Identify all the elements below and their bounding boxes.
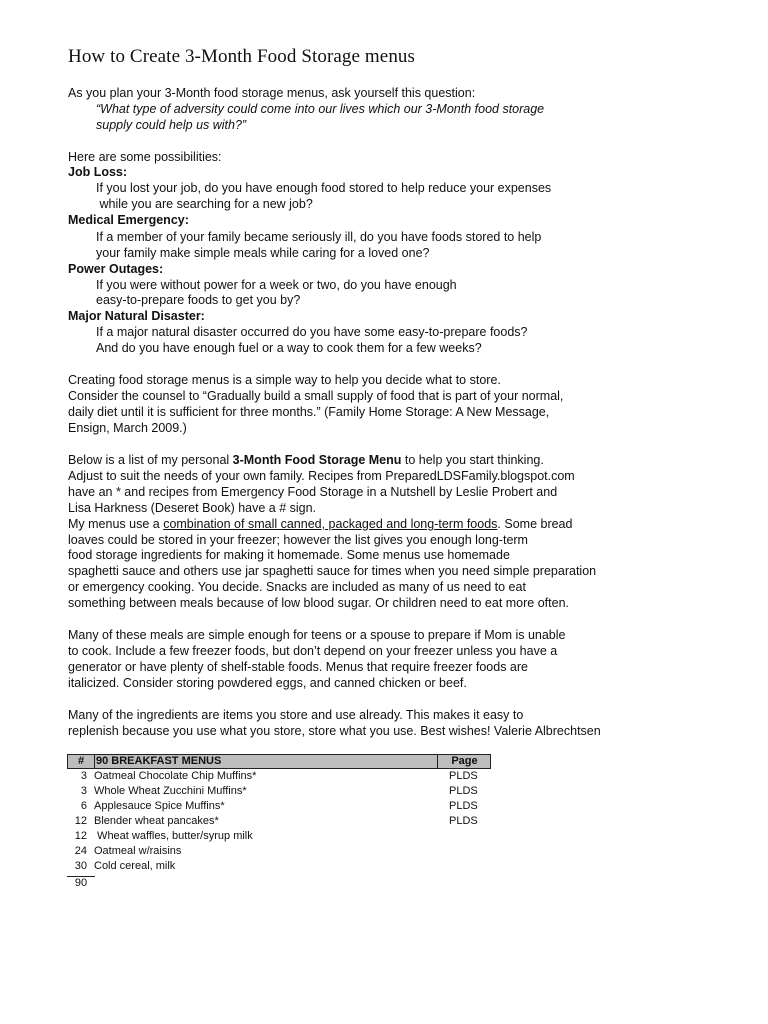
row-page: PLDS (449, 785, 478, 797)
row-count: 24 (74, 845, 87, 857)
menu-combination-tail: . Some bread (497, 517, 573, 531)
header-menu: 90 BREAKFAST MENUS (95, 755, 438, 768)
menu-para-line-2: Adjust to suit the needs of your own family. Recipes from PreparedLDSFamily.blogspot.com (68, 469, 575, 483)
counsel-line-2: Consider the counsel to “Gradually build a small supply of food that is part of your normal, (68, 389, 564, 403)
table-row (67, 799, 491, 814)
heading-power-outages: Power Outages: (68, 262, 164, 276)
teens-line-2: to cook. Include a few freezer foods, but don’t depend on your freezer unless you have a (68, 644, 558, 658)
row-count: 12 (74, 815, 87, 827)
menu-para-line-4: Lisa Harkness (Deseret Book) have a # sign. (68, 501, 317, 515)
table-row (67, 829, 491, 844)
menu-combination-underlined: combination of small canned, packaged and long-term foods (163, 517, 498, 531)
table-row (67, 769, 491, 784)
table-row (67, 844, 491, 859)
counsel-line-1: Creating food storage menus is a simple way to help you decide what to store. (68, 373, 501, 387)
menu-intro-tail: to help you start thinking. (401, 453, 544, 467)
medical-line-1: If a member of your family became seriously ill, do you have foods stored to help (96, 230, 542, 244)
counsel-line-4: Ensign, March 2009.) (68, 421, 187, 435)
menu-para-line-9: or emergency cooking. You decide. Snacks are included as many of us need to eat (68, 580, 526, 594)
intro-line: As you plan your 3-Month food storage menus, ask yourself this question: (68, 86, 476, 100)
row-page: PLDS (449, 800, 478, 812)
row-count: 12 (74, 830, 87, 842)
menu-para-line-3: have an * and recipes from Emergency Food Storage in a Nutshell by Leslie Probert and (68, 485, 558, 499)
counsel-line-3: daily diet until it is sufficient for three months.” (Family Home Storage: A New Message, (68, 405, 550, 419)
row-menu: Cold cereal, milk (94, 860, 176, 872)
medical-line-2: your family make simple meals while caring for a loved one? (96, 246, 430, 260)
table-row (67, 814, 491, 829)
intro-quote-line-1: “What type of adversity could come into our lives which our 3-Month food storage (96, 102, 545, 116)
disaster-line-2: And do you have enough fuel or a way to cook them for a few weeks? (96, 341, 482, 355)
row-count: 30 (74, 860, 87, 872)
row-menu: Oatmeal Chocolate Chip Muffins* (94, 770, 257, 782)
page-title: How to Create 3-Month Food Storage menus (68, 46, 416, 67)
menu-para-line-8: spaghetti sauce and others use jar spaghetti sauce for times when you need simple preparation (68, 564, 597, 578)
teens-line-1: Many of these meals are simple enough for teens or a spouse to prepare if Mom is unable (68, 628, 566, 642)
menu-combination-lead: My menus use a (68, 517, 164, 531)
header-page: Page (451, 755, 478, 767)
table-total: 90 (67, 876, 95, 890)
power-line-1: If you were without power for a week or two, do you have enough (96, 278, 457, 292)
menu-para-line-5 (68, 516, 572, 532)
row-page: PLDS (449, 770, 478, 782)
closing-line-2: replenish because you use what you store, store what you use. Best wishes! Valerie Albrechtsen (68, 724, 601, 738)
table-header-row (67, 754, 491, 769)
power-line-2: easy-to-prepare foods to get you by? (96, 293, 301, 307)
row-count: 3 (80, 785, 87, 797)
disaster-line-1: If a major natural disaster occurred do you have some easy-to-prepare foods? (96, 325, 528, 339)
menu-para-line-1 (68, 452, 544, 468)
row-count: 3 (80, 770, 87, 782)
table-row (67, 784, 491, 799)
row-menu: Wheat waffles, butter/syrup milk (94, 830, 253, 842)
menu-title-emphasis: 3-Month Food Storage Menu (232, 453, 402, 467)
row-count: 6 (80, 800, 87, 812)
possibilities-lead: Here are some possibilities: (68, 150, 222, 164)
menu-para-line-6: loaves could be stored in your freezer; however the list gives you enough long-term (68, 533, 528, 547)
closing-line-1: Many of the ingredients are items you store and use already. This makes it easy to (68, 708, 524, 722)
row-menu: Applesauce Spice Muffins* (94, 800, 225, 812)
menu-para-line-10: something between meals because of low blood sugar. Or children need to eat more often. (68, 596, 569, 610)
table-row (67, 859, 491, 874)
menu-intro-text: Below is a list of my personal (68, 453, 233, 467)
header-number: # (68, 755, 95, 768)
job-loss-line-2: while you are searching for a new job? (96, 197, 313, 211)
row-menu: Whole Wheat Zucchini Muffins* (94, 785, 247, 797)
heading-natural-disaster: Major Natural Disaster: (68, 309, 205, 323)
row-page: PLDS (449, 815, 478, 827)
job-loss-line-1: If you lost your job, do you have enough food stored to help reduce your expenses (96, 181, 552, 195)
intro-quote-line-2: supply could help us with?” (96, 118, 247, 132)
row-menu: Blender wheat pancakes* (94, 815, 219, 827)
teens-line-4: italicized. Consider storing powdered eggs, and canned chicken or beef. (68, 676, 467, 690)
heading-job-loss: Job Loss: (68, 165, 128, 179)
menu-para-line-7: food storage ingredients for making it homemade. Some menus use homemade (68, 548, 510, 562)
teens-line-3: generator or have plenty of shelf-stable foods. Menus that require freezer foods are (68, 660, 528, 674)
heading-medical-emergency: Medical Emergency: (68, 213, 189, 227)
row-menu: Oatmeal w/raisins (94, 845, 182, 857)
